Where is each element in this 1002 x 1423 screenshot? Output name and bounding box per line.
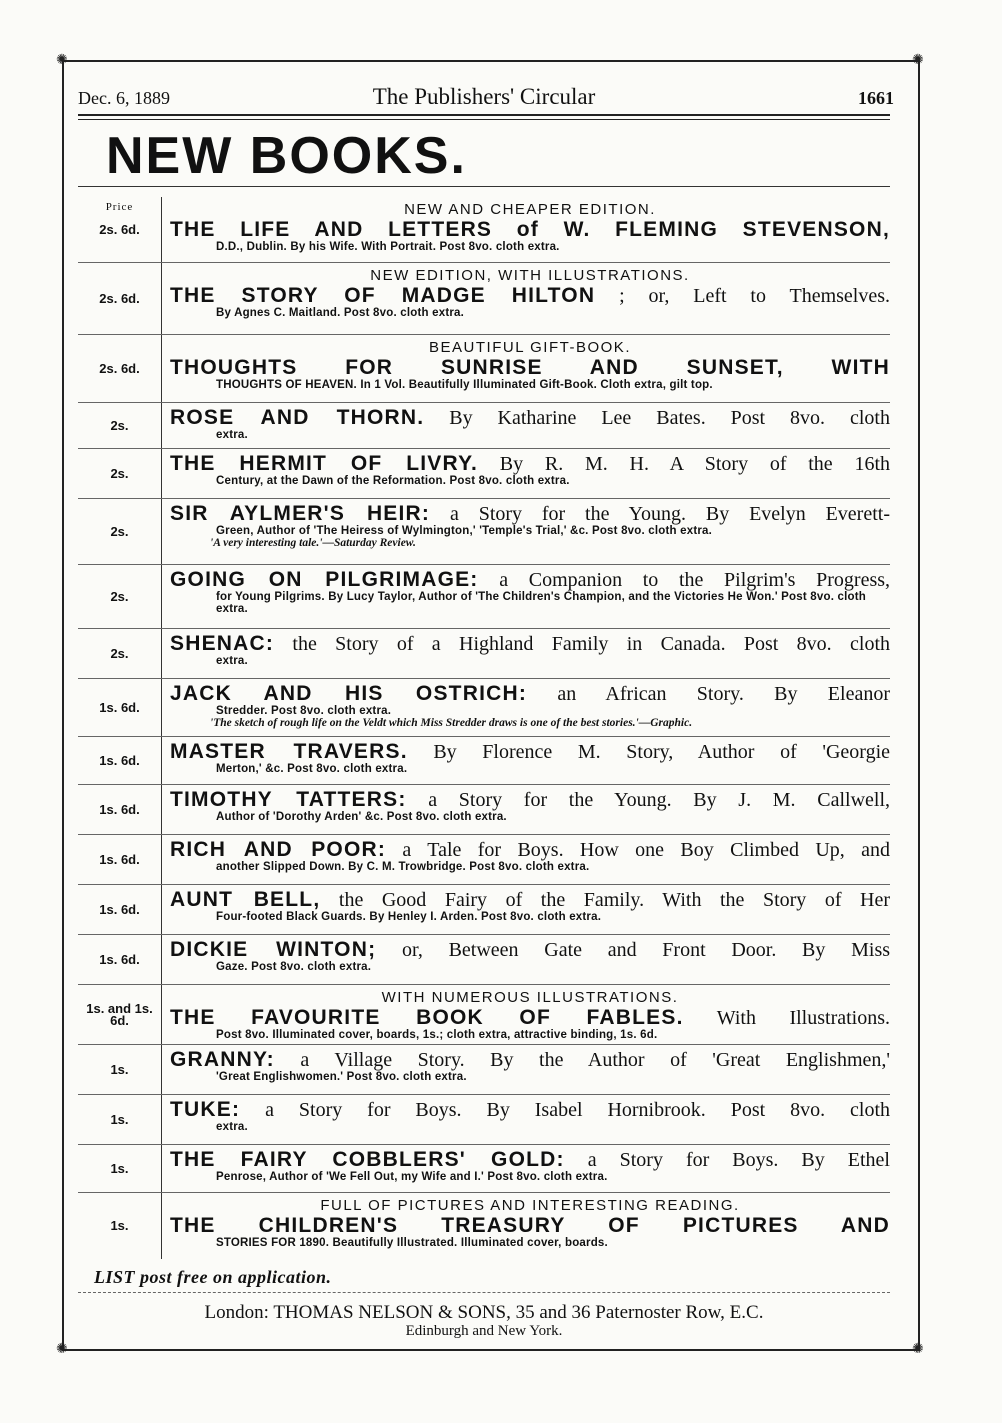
edition-note: WITH NUMEROUS ILLUSTRATIONS. [381,989,679,1006]
book-headline [170,357,890,379]
book-description: THOUGHTS OF HEAVEN. In 1 Vol. Beautifully Illuminated Gift-Book. Cloth extra, gilt top. [216,379,713,391]
book-description: Merton,' &c. Post 8vo. cloth extra. [216,763,408,775]
book-price: 1s. 6d. [99,801,140,817]
book-price: 1s. [110,1061,129,1077]
book-headline [170,839,890,861]
header-title: The Publishers' Circular [372,84,596,109]
book-author-line: a Companion to the Pilgrim's Progress, [499,569,891,591]
corner-ornament-icon: ✺ [912,53,924,68]
corner-ornament-icon: ✺ [56,1342,68,1357]
book-headline [170,1149,890,1171]
book-author-line: the Story of a Highland Family in Canada. Post 8vo. cloth [292,633,890,655]
book-headline [170,503,890,525]
book-description: extra. [216,1121,248,1133]
book-entry [78,679,890,737]
frame-bottom-line [62,1349,920,1351]
book-price: 1s. and 1s. 6d. [86,1000,153,1028]
page-title: NEW BOOKS. [106,127,467,185]
book-author-line: By R. M. H. A Story of the 16th [499,453,890,475]
book-entry [78,785,890,835]
book-details [170,629,890,667]
book-details [170,197,890,253]
book-author-line: or, Between Gate and Front Door. By Miss [402,939,891,961]
book-title: AUNT BELL, [170,888,321,911]
book-listing [78,197,890,1259]
book-title: DICKIE WINTON; [170,938,377,961]
book-author-line: an African Story. By Eleanor [557,683,890,705]
book-title: JACK AND HIS OSTRICH: [170,682,528,705]
book-title: THE FAIRY COBBLERS' GOLD: [170,1148,565,1171]
list-note: LIST post free on application. [94,1267,332,1287]
book-description: another Slipped Down. By C. M. Trowbridge. Post 8vo. cloth extra. [216,861,590,873]
book-details [170,785,890,823]
book-description: By Agnes C. Maitland. Post 8vo. cloth extra. [216,307,465,319]
book-details [170,737,890,775]
book-headline [170,407,890,429]
frame-top-line [62,60,920,62]
book-description: STORIES FOR 1890. Beautifully Illustrated. Illuminated cover, boards. [216,1237,608,1249]
book-price: 2s. [110,465,129,481]
book-title: TIMOTHY TATTERS: [170,788,407,811]
book-title: THOUGHTS FOR SUNRISE AND SUNSET, WITH [170,356,890,379]
book-entry [78,1145,890,1193]
book-price: 1s. 6d. [99,951,140,967]
book-headline [170,1215,890,1237]
book-price: 2s. 6d. [99,221,140,237]
book-price: 1s. [110,1218,129,1233]
book-price: 2s. [110,523,129,539]
book-description: Century, at the Dawn of the Reformation. Post 8vo. cloth extra. [216,475,570,487]
book-title: RICH AND POOR: [170,838,387,861]
book-entry [78,197,890,263]
book-entry [78,335,890,403]
book-description: Green, Author of 'The Heiress of Wylmington,' 'Temple's Trial,' &c. Post 8vo. cloth extra. [216,525,713,537]
edition-note: NEW AND CHEAPER EDITION. [404,201,656,218]
book-entry [78,985,890,1045]
frame-right-line [918,60,920,1351]
title-rule [78,186,890,187]
book-entry [78,629,890,679]
book-author-line: a Story for the Young. By Evelyn Everett- [449,503,890,525]
book-description: Gaze. Post 8vo. cloth extra. [216,961,372,973]
book-details [170,263,890,319]
book-headline [170,939,890,961]
book-entry [78,449,890,499]
book-headline [170,1007,890,1029]
book-details [170,1145,890,1183]
book-headline [170,1049,890,1071]
review-quote: 'A very interesting tale.'—Saturday Review. [210,537,416,549]
book-title: MASTER TRAVERS. [170,740,408,763]
book-author-line: the Good Fairy of the Family. With the Story of Her [338,889,890,911]
corner-ornament-icon: ✺ [56,53,68,68]
book-entry [78,403,890,449]
book-author-line: a Story for Boys. By Ethel [587,1149,890,1171]
frame-left-line [62,60,64,1351]
book-entry [78,835,890,885]
running-header [78,80,894,112]
book-details [170,885,890,923]
book-headline [170,219,890,241]
book-entry [78,1045,890,1095]
footer-rule [78,1292,890,1293]
book-price: 1s. [110,1160,129,1176]
book-price: 1s. 6d. [99,851,140,867]
book-entry [78,935,890,985]
book-title: TUKE: [170,1098,241,1121]
book-headline [170,569,890,591]
book-headline [170,1099,890,1121]
book-price: 2s. 6d. [99,360,140,376]
book-details [170,1095,890,1133]
book-details [170,565,890,615]
corner-ornament-icon: ✺ [912,1342,924,1357]
book-author-line: By Katharine Lee Bates. Post 8vo. cloth [449,407,890,429]
book-description: D.D., Dublin. By his Wife. With Portrait. Post 8vo. cloth extra. [216,241,560,253]
book-author-line: By Florence M. Story, Author of 'Georgie [433,741,890,763]
book-title: GRANNY: [170,1048,275,1071]
book-author-line: a Village Story. By the Author of 'Great Englishmen,' [300,1049,890,1071]
book-details [170,335,890,391]
book-author-line: a Story for the Young. By J. M. Callwell, [428,789,890,811]
book-details [170,499,890,550]
book-entry [78,1193,890,1259]
book-description: Four-footed Black Guards. By Henley I. Arden. Post 8vo. cloth extra. [216,911,602,923]
book-details [170,403,890,441]
header-page-number: 1661 [858,88,894,108]
book-entry [78,1095,890,1145]
book-title: THE HERMIT OF LIVRY. [170,452,479,475]
edition-note: FULL OF PICTURES AND INTERESTING READING. [320,1197,740,1214]
publisher-cities: Edinburgh and New York. [405,1323,563,1339]
book-description: Author of 'Dorothy Arden' &c. Post 8vo. cloth extra. [216,811,507,823]
book-price: 2s. [110,417,129,433]
book-headline [170,889,890,911]
header-date: Dec. 6, 1889 [78,88,170,108]
book-author-line: ; or, Left to Themselves. [619,285,891,307]
book-author-line: a Tale for Boys. How one Boy Climbed Up, and [402,839,890,861]
book-headline [170,285,890,307]
book-price: 1s. 6d. [99,699,140,715]
book-details [170,985,890,1041]
book-details [170,935,890,973]
book-price: 1s. [110,1111,129,1127]
book-headline [170,453,890,475]
publisher-address: London: THOMAS NELSON & SONS, 35 and 36 Paternoster Row, E.C. [204,1302,764,1323]
book-entry [78,499,890,565]
book-description: Post 8vo. Illuminated cover, boards, 1s.; cloth extra, attractive binding, 1s. 6d. [216,1029,658,1041]
book-title: THE STORY OF MADGE HILTON [170,284,596,307]
book-headline [170,633,890,655]
book-description: Penrose, Author of 'We Fell Out, my Wife and I.' Post 8vo. cloth extra. [216,1171,608,1183]
page-content [78,80,894,1339]
book-entry [78,737,890,785]
book-price: 1s. 6d. [99,752,140,768]
book-title: SHENAC: [170,632,275,655]
book-description: extra. [216,655,248,667]
book-title: ROSE AND THORN. [170,406,425,429]
book-title: GOING ON PILGRIMAGE: [170,568,479,591]
edition-note: BEAUTIFUL GIFT-BOOK. [429,339,631,356]
book-author-line: a Story for Boys. By Isabel Hornibrook. Post 8vo. cloth [265,1099,891,1121]
book-details [170,1193,890,1249]
book-entry [78,565,890,629]
book-entry [78,263,890,335]
book-title: SIR AYLMER'S HEIR: [170,502,431,525]
book-price: 1s. 6d. [99,901,140,917]
book-details [170,449,890,487]
book-price: 2s. 6d. [99,290,140,306]
book-headline [170,683,890,705]
book-description: 'Great Englishwomen.' Post 8vo. cloth extra. [216,1071,467,1083]
book-title: THE FAVOURITE BOOK OF FABLES. [170,1006,684,1029]
book-details [170,835,890,873]
book-details [170,679,890,730]
book-description: Stredder. Post 8vo. cloth extra. [216,705,392,717]
review-quote: 'The sketch of rough life on the Veldt which Miss Stredder draws is one of the best stories.'—Graphic. [210,717,693,729]
book-headline [170,789,890,811]
book-headline [170,741,890,763]
book-price: 2s. [110,645,129,661]
book-title: THE LIFE AND LETTERS of W. FLEMING STEVENSON, [170,218,890,241]
header-rule [78,114,890,120]
book-description: extra. [216,429,248,441]
book-price: 2s. [110,588,129,604]
book-details [170,1045,890,1083]
book-author-line: With Illustrations. [716,1007,891,1029]
edition-note: NEW EDITION, WITH ILLUSTRATIONS. [370,267,690,284]
book-description: for Young Pilgrims. By Lucy Taylor, Author of 'The Children's Champion, and the Victories He Won.' Post 8vo. cloth extra. [216,591,866,615]
price-column-label: Price [105,201,134,213]
book-entry [78,885,890,935]
book-title: THE CHILDREN'S TREASURY OF PICTURES AND [170,1214,890,1237]
